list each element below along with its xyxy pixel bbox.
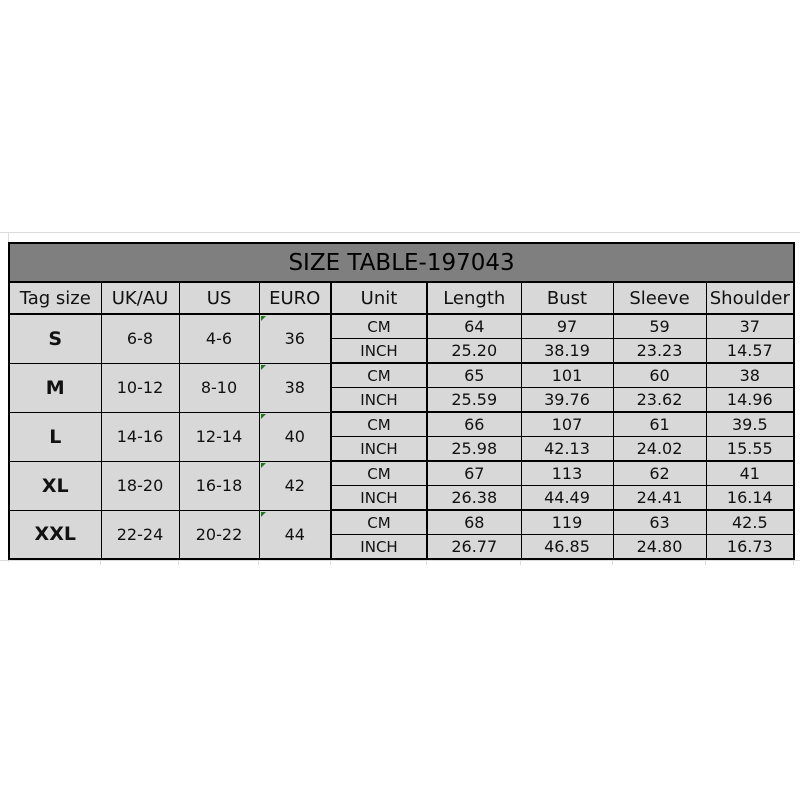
header-sleeve: Sleeve [613, 282, 706, 314]
comment-marker-icon [261, 316, 266, 321]
header-bust: Bust [521, 282, 613, 314]
shoulder-cell: 14.57 [706, 339, 794, 364]
table-row [9, 412, 794, 437]
table-row [9, 461, 794, 486]
header-tag-size: Tag size [9, 282, 101, 314]
sheet-gridline [0, 560, 800, 561]
header-us: US [179, 282, 259, 314]
euro-value: 44 [284, 524, 305, 544]
us-cell: 8-10 [179, 363, 259, 412]
tag-size-cell: XL [9, 461, 101, 510]
shoulder-cell: 41 [706, 461, 794, 486]
euro-cell [259, 461, 331, 510]
table-row [9, 314, 794, 339]
euro-value: 36 [284, 329, 305, 349]
length-cell: 25.59 [427, 388, 521, 413]
shoulder-cell: 38 [706, 363, 794, 388]
length-cell: 26.38 [427, 486, 521, 511]
table-title: SIZE TABLE-197043 [9, 243, 794, 282]
shoulder-cell: 16.14 [706, 486, 794, 511]
euro-cell [259, 412, 331, 461]
bust-cell: 38.19 [521, 339, 613, 364]
length-cell: 68 [427, 510, 521, 535]
unit-cell: CM [331, 461, 427, 486]
unit-cell: CM [331, 363, 427, 388]
bust-cell: 42.13 [521, 437, 613, 462]
unit-cell: CM [331, 510, 427, 535]
header-uk-au: UK/AU [101, 282, 179, 314]
shoulder-cell: 37 [706, 314, 794, 339]
us-cell: 20-22 [179, 510, 259, 559]
sleeve-cell: 23.23 [613, 339, 706, 364]
unit-cell: INCH [331, 388, 427, 413]
bust-cell: 46.85 [521, 535, 613, 560]
bust-cell: 113 [521, 461, 613, 486]
sleeve-cell: 60 [613, 363, 706, 388]
sleeve-cell: 24.02 [613, 437, 706, 462]
euro-cell [259, 363, 331, 412]
shoulder-cell: 14.96 [706, 388, 794, 413]
sleeve-cell: 24.41 [613, 486, 706, 511]
size-table [8, 242, 795, 560]
unit-cell: INCH [331, 339, 427, 364]
comment-marker-icon [261, 414, 266, 419]
uk-au-cell: 18-20 [101, 461, 179, 510]
header-length: Length [427, 282, 521, 314]
length-cell: 25.98 [427, 437, 521, 462]
bust-cell: 119 [521, 510, 613, 535]
euro-value: 38 [284, 378, 305, 397]
length-cell: 65 [427, 363, 521, 388]
unit-cell: INCH [331, 535, 427, 560]
length-cell: 25.20 [427, 339, 521, 364]
uk-au-cell: 22-24 [101, 510, 179, 559]
uk-au-cell: 10-12 [101, 363, 179, 412]
sleeve-cell: 23.62 [613, 388, 706, 413]
sheet-gridline [0, 232, 800, 233]
us-cell: 4-6 [179, 314, 259, 363]
shoulder-cell: 39.5 [706, 412, 794, 437]
shoulder-cell: 16.73 [706, 535, 794, 560]
us-cell: 16-18 [179, 461, 259, 510]
length-cell: 66 [427, 412, 521, 437]
euro-value: 40 [284, 427, 305, 446]
bust-cell: 101 [521, 363, 613, 388]
bust-cell: 107 [521, 412, 613, 437]
shoulder-cell: 42.5 [706, 510, 794, 535]
unit-cell: CM [331, 314, 427, 339]
bust-cell: 44.49 [521, 486, 613, 511]
unit-cell: INCH [331, 437, 427, 462]
length-cell: 67 [427, 461, 521, 486]
sleeve-cell: 61 [613, 412, 706, 437]
bust-cell: 97 [521, 314, 613, 339]
sleeve-cell: 63 [613, 510, 706, 535]
euro-cell [259, 510, 331, 559]
tag-size-cell: XXL [9, 510, 101, 559]
tag-size-cell: M [9, 363, 101, 412]
table-row [9, 363, 794, 388]
length-cell: 64 [427, 314, 521, 339]
bust-cell: 39.76 [521, 388, 613, 413]
unit-cell: INCH [331, 486, 427, 511]
uk-au-cell: 14-16 [101, 412, 179, 461]
sleeve-cell: 59 [613, 314, 706, 339]
uk-au-cell: 6-8 [101, 314, 179, 363]
comment-marker-icon [261, 512, 266, 517]
header-unit: Unit [331, 282, 427, 314]
tag-size-cell: S [9, 314, 101, 363]
table-row [9, 510, 794, 535]
length-cell: 26.77 [427, 535, 521, 560]
euro-value: 42 [284, 476, 305, 495]
header-row [9, 282, 794, 314]
header-shoulder: Shoulder [706, 282, 794, 314]
shoulder-cell: 15.55 [706, 437, 794, 462]
comment-marker-icon [261, 463, 266, 468]
sleeve-cell: 62 [613, 461, 706, 486]
euro-cell [259, 314, 331, 363]
unit-cell: CM [331, 412, 427, 437]
comment-marker-icon [261, 365, 266, 370]
header-euro: EURO [259, 282, 331, 314]
sleeve-cell: 24.80 [613, 535, 706, 560]
us-cell: 12-14 [179, 412, 259, 461]
tag-size-cell: L [9, 412, 101, 461]
